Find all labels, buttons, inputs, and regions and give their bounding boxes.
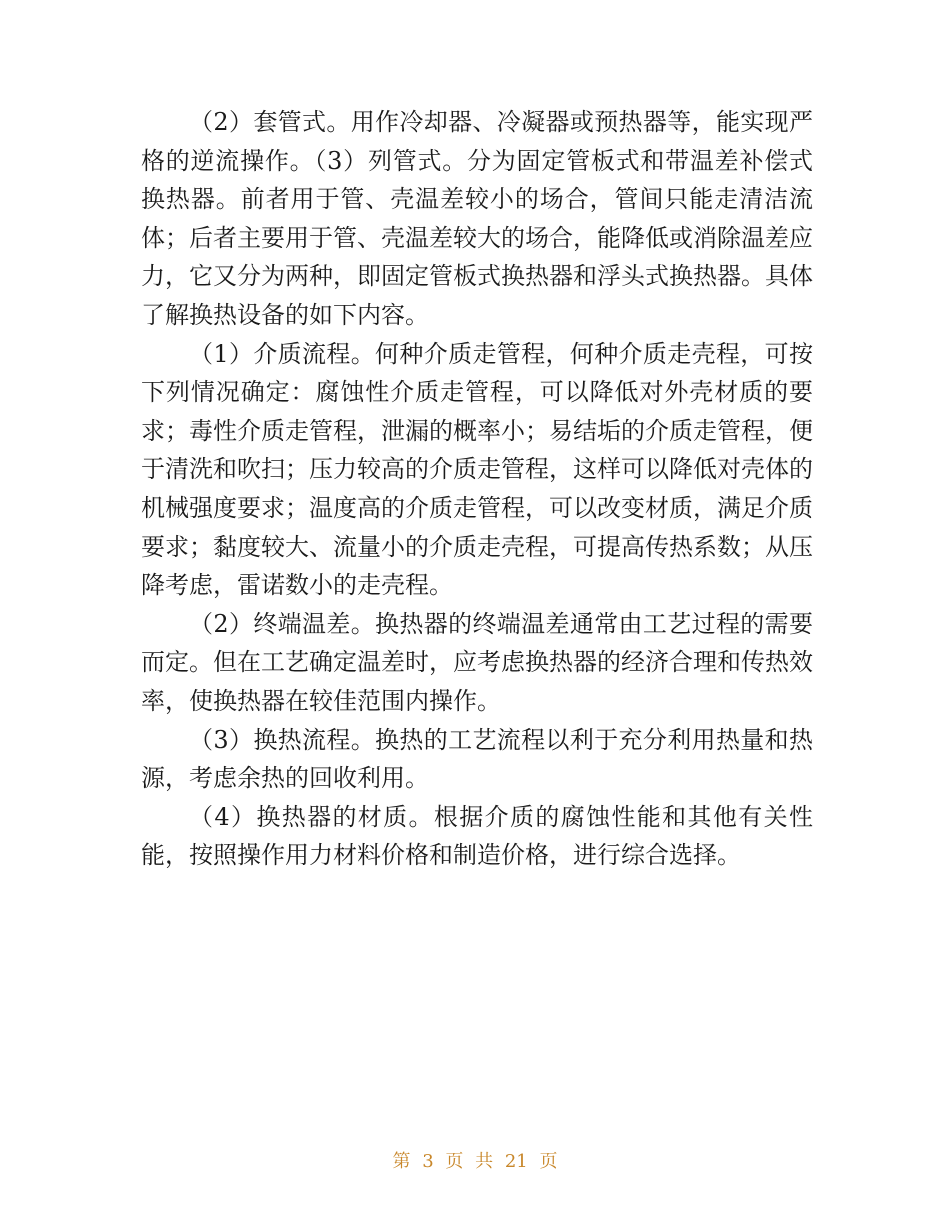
document-body xyxy=(141,103,813,875)
paragraph-heat-exchange-flow: （3）换热流程。换热的工艺流程以利于充分利用热量和热源，考虑余热的回收利用。 xyxy=(141,725,813,793)
paragraph-medium-flow: （1）介质流程。何种介质走管程，何种介质走壳程，可按下列情况确定：腐蚀性介质走管程，可以降低对外壳材质的要求；毒性介质走管程，泄漏的概率小；易结垢的介质走管程，便于清洗和吹扫；压力较高的介质走管程，这样可以降低对壳体的机械强度要求；温度高的介质走管程，可以改变材质，满足介质要求；黏度较大、流量小的介质走壳程，可提高传热系数；从压降考虑，雷诺数小的走壳程。 xyxy=(141,339,813,600)
paragraph-exchanger-material: （4）换热器的材质。根据介质的腐蚀性能和其他有关性能，按照操作用力材料价格和制造价格，进行综合选择。 xyxy=(141,802,813,870)
paragraph-terminal-temp-diff: （2）终端温差。换热器的终端温差通常由工艺过程的需要而定。但在工艺确定温差时，应考虑换热器的经济合理和传热效率，使换热器在较佳范围内操作。 xyxy=(141,609,813,715)
page-number-footer: 第 3 页 共 21 页 xyxy=(392,1151,558,1172)
paragraph-tube-types: （2）套管式。用作冷却器、冷凝器或预热器等，能实现严格的逆流操作。（3）列管式。分为固定管板式和带温差补偿式换热器。前者用于管、壳温差较小的场合，管间只能走清洁流体；后者主要用于管、壳温差较大的场合，能降低或消除温差应力，它又分为两种，即固定管板式换热器和浮头式换热器。具体了解换热设备的如下内容。 xyxy=(141,108,813,329)
